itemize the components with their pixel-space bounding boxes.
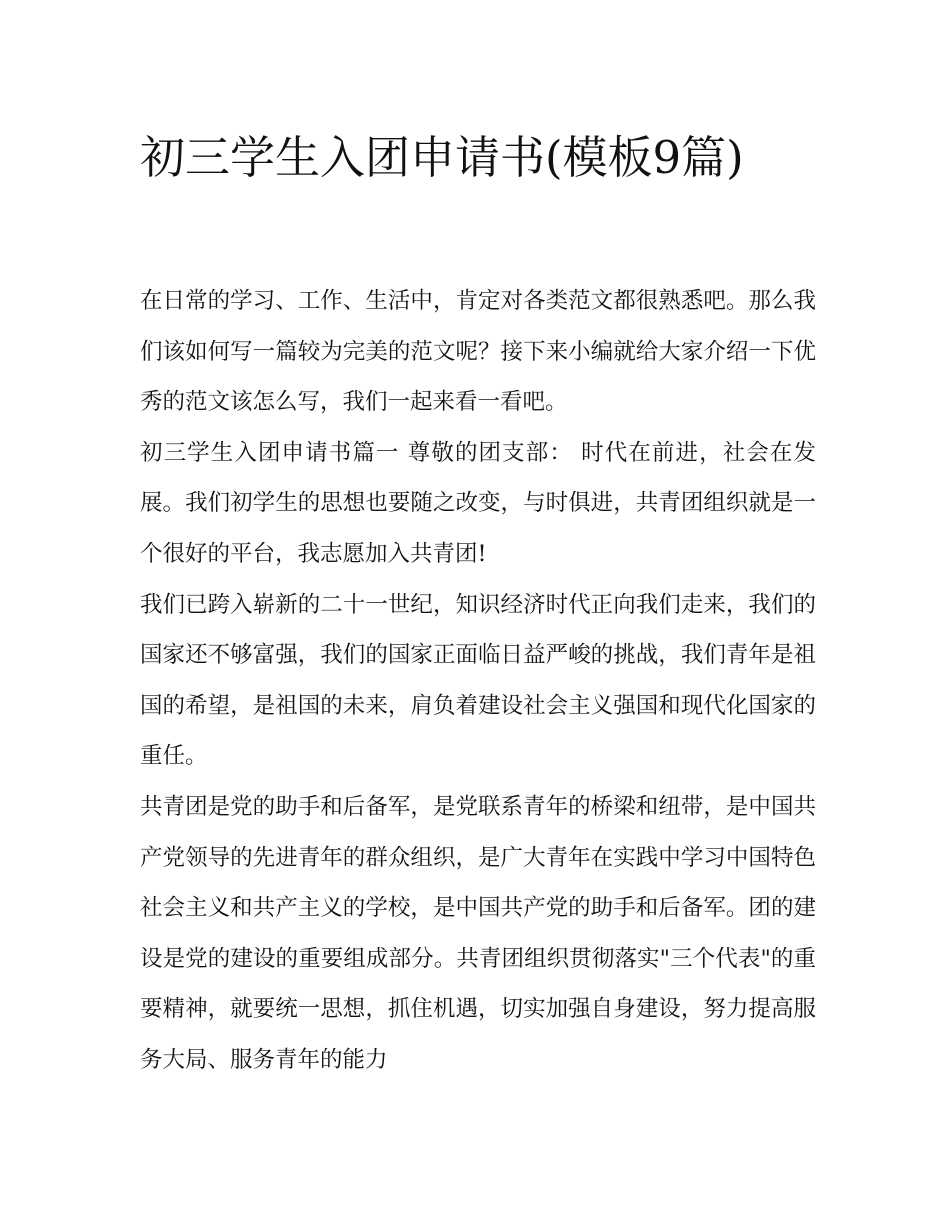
document-body xyxy=(140,276,816,1086)
paragraph-new-century: 我们已跨入崭新的二十一世纪，知识经济时代正向我们走来，我们的国家还不够富强，我们的国家正面临日益严峻的挑战，我们青年是祖国的希望，是祖国的未来，肩负着建设社会主义强国和现代化国家的重任。 xyxy=(140,591,816,770)
document-title: 初三学生入团申请书(模板9篇) xyxy=(140,131,744,184)
paragraph-letter-opening: 初三学生入团申请书篇一 尊敬的团支部： 时代在前进，社会在发展。我们初学生的思想也要随之改变，与时俱进，共青团组织就是一个很好的平台，我志愿加入共青团! xyxy=(140,439,816,567)
paragraph-league-role: 共青团是党的助手和后备军，是党联系青年的桥梁和纽带，是中国共产党领导的先进青年的群众组织，是广大青年在实践中学习中国特色社会主义和共产主义的学校，是中国共产党的助手和后备军。团的建设是党的建设的重要组成部分。共青团组织贯彻落实"三个代表"的重要精神，就要统一思想，抓住机遇，切实加强自身建设，努力提高服务大局、服务青年的能力 xyxy=(140,793,816,1073)
paragraph-intro: 在日常的学习、工作、生活中，肯定对各类范文都很熟悉吧。那么我们该如何写一篇较为完美的范文呢？接下来小编就给大家介绍一下优秀的范文该怎么写，我们一起来看一看吧。 xyxy=(140,288,816,416)
